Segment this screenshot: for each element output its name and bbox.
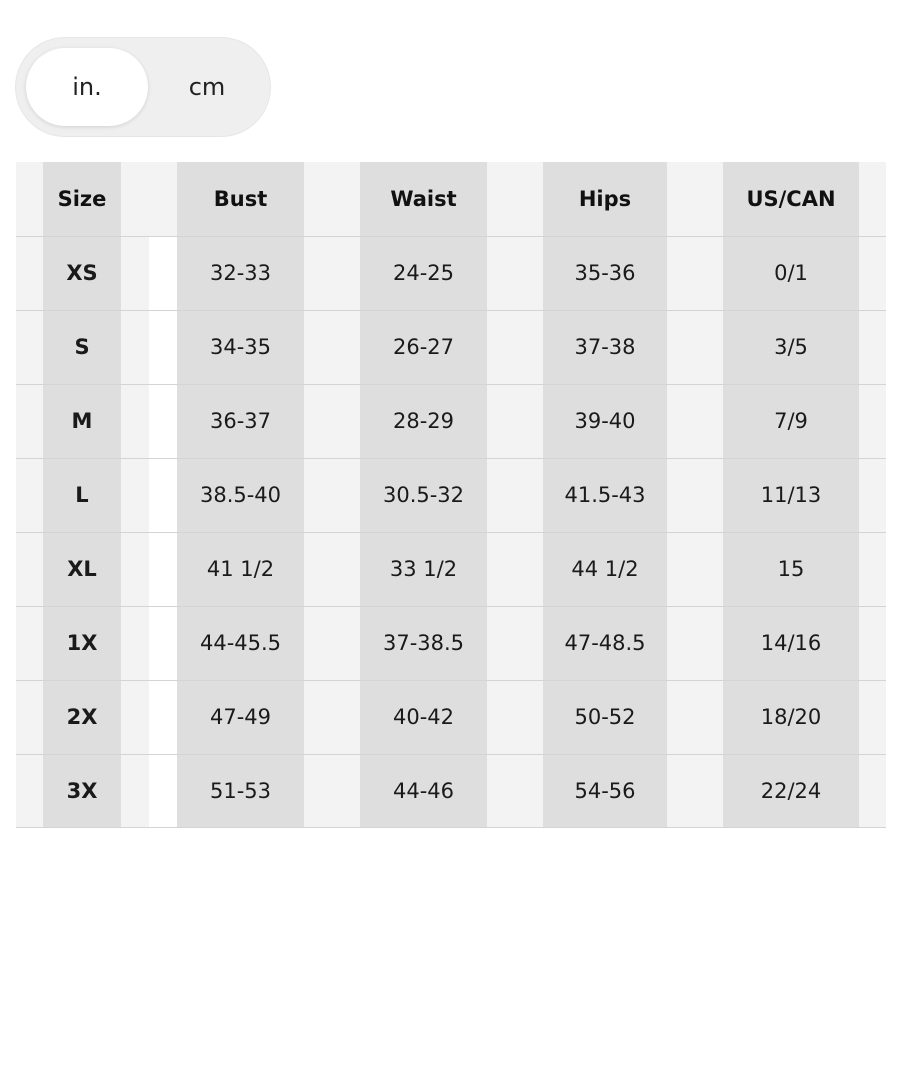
hips-cell: 54-56 — [574, 779, 636, 803]
waist-cell: 40-42 — [392, 705, 455, 729]
header-hips: Hips — [578, 187, 632, 211]
size-cell: XL — [67, 557, 97, 581]
bust-cell: 51-53 — [209, 779, 272, 803]
us-can-cell: 7/9 — [774, 409, 808, 433]
bust-cell: 41 1/2 — [206, 557, 275, 581]
waist-cell: 44-46 — [392, 779, 455, 803]
unit-option-inches[interactable]: in. — [26, 48, 148, 126]
us-can-cell: 14/16 — [760, 631, 822, 655]
hips-cell: 50-52 — [574, 705, 636, 729]
hips-cell: 39-40 — [574, 409, 636, 433]
table-spacer — [487, 162, 543, 828]
table-spacer — [304, 162, 360, 828]
bust-cell: 34-35 — [209, 335, 272, 359]
us-can-cell: 15 — [777, 557, 805, 581]
waist-cell: 30.5-32 — [382, 483, 465, 507]
header-waist: Waist — [390, 187, 457, 211]
size-cell: 3X — [66, 779, 98, 803]
size-cell: S — [74, 335, 90, 359]
header-size: Size — [57, 187, 107, 211]
size-cell: XS — [66, 261, 98, 285]
waist-cell: 28-29 — [392, 409, 455, 433]
header-bust: Bust — [213, 187, 268, 211]
hips-cell: 37-38 — [574, 335, 636, 359]
table-spacer — [121, 162, 149, 828]
us-can-cell: 11/13 — [760, 483, 822, 507]
size-cell: 2X — [66, 705, 98, 729]
hips-cell: 47-48.5 — [564, 631, 646, 655]
bust-cell: 32-33 — [209, 261, 272, 285]
us-can-cell: 3/5 — [774, 335, 808, 359]
unit-option-cm[interactable]: cm — [188, 73, 226, 101]
us-can-cell: 18/20 — [760, 705, 822, 729]
bust-cell: 36-37 — [209, 409, 272, 433]
table-right-gutter — [859, 162, 886, 828]
waist-cell: 26-27 — [392, 335, 455, 359]
us-can-cell: 0/1 — [774, 261, 808, 285]
size-cell: 1X — [66, 631, 98, 655]
hips-cell: 44 1/2 — [571, 557, 639, 581]
size-cell: M — [71, 409, 93, 433]
hips-cell: 41.5-43 — [564, 483, 646, 507]
table-spacer — [667, 162, 723, 828]
table-left-gutter — [16, 162, 43, 828]
unit-toggle[interactable] — [16, 38, 270, 136]
header-us-can: US/CAN — [746, 187, 836, 211]
hips-cell: 35-36 — [574, 261, 636, 285]
size-chart-table — [16, 162, 886, 828]
size-cell: L — [75, 483, 89, 507]
waist-cell: 33 1/2 — [389, 557, 458, 581]
bust-cell: 38.5-40 — [199, 483, 282, 507]
bust-cell: 47-49 — [209, 705, 272, 729]
us-can-cell: 22/24 — [760, 779, 822, 803]
waist-cell: 37-38.5 — [382, 631, 465, 655]
bust-cell: 44-45.5 — [199, 631, 282, 655]
waist-cell: 24-25 — [392, 261, 455, 285]
